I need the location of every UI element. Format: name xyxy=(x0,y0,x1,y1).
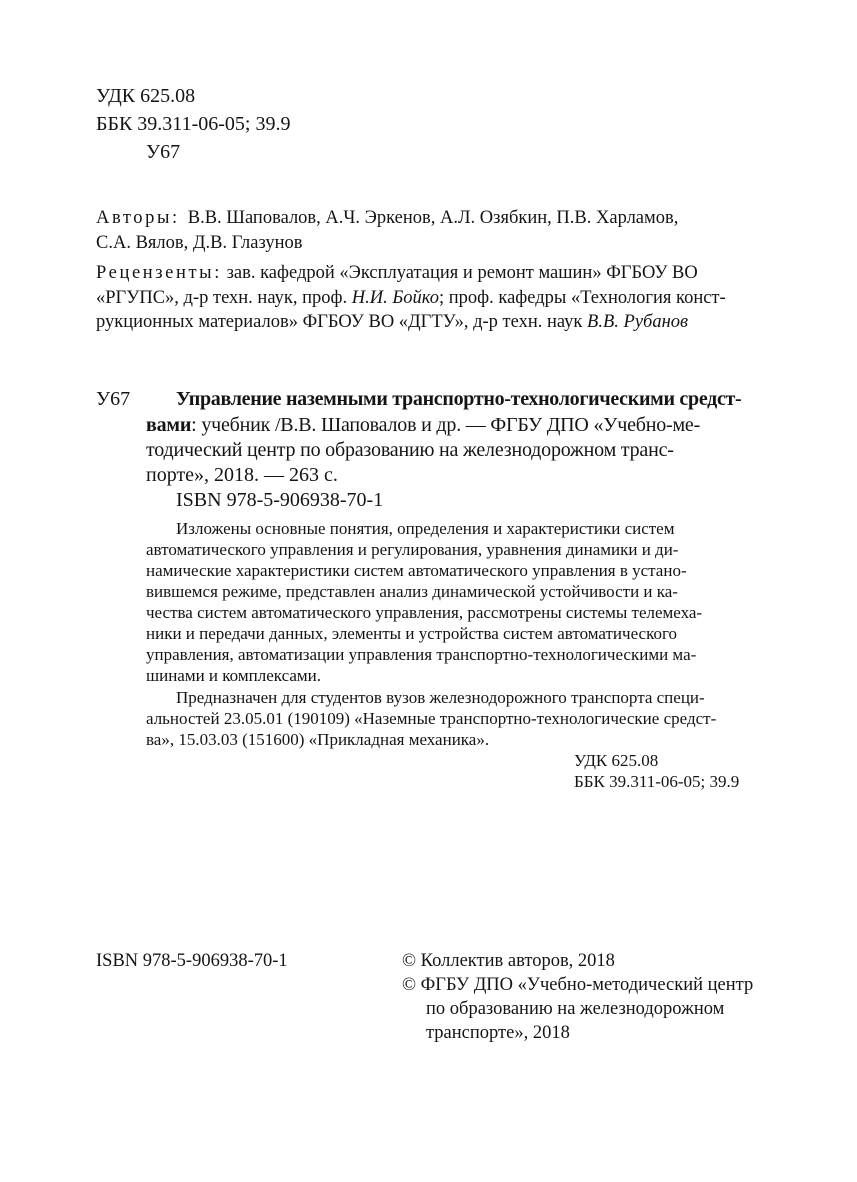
authors-names-1: В.В. Шаповалов, А.Ч. Эркенов, А.Л. Озябкин, П.В. Харламов, xyxy=(187,208,679,228)
reviewer-name-rubanov: В.В. Рубанов xyxy=(587,312,689,332)
audience-line-2: альностей 23.05.01 (190109) «Наземные транспортно-технологические средст- xyxy=(146,709,717,728)
audience-line-1: Предназначен для студентов вузов железнодорожного транспорта специ- xyxy=(176,688,705,707)
footer-isbn: ISBN 978-5-906938-70-1 xyxy=(96,951,288,971)
entry-line-4: порте», 2018. — 263 с. xyxy=(146,464,338,486)
author-code-header: У67 xyxy=(146,141,181,163)
audience-line-3: ва», 15.03.03 (151600) «Прикладная механика». xyxy=(146,730,490,749)
copyright-publisher-line-1: © ФГБУ ДПО «Учебно-методический центр xyxy=(402,975,754,995)
reviewers-label: Рецензенты: xyxy=(96,263,222,283)
bbk-header: ББК 39.311-06-05; 39.9 xyxy=(96,113,291,135)
abstract-line-4: вившемся режиме, представлен анализ динамической устойчивости и ка- xyxy=(146,582,678,601)
reviewers-line-2 xyxy=(96,288,726,309)
reviewers-text-2b: ; проф. кафедры «Технология конст- xyxy=(438,288,726,308)
reviewers-text-2a: «РГУПС», д-р техн. наук, проф. xyxy=(96,288,348,308)
copyright-publisher-line-2: по образованию на железнодорожном xyxy=(426,999,725,1019)
copyright-authors: © Коллектив авторов, 2018 xyxy=(402,951,615,971)
authors-label: Авторы: xyxy=(96,208,180,228)
reviewers-line-3 xyxy=(96,312,688,333)
abstract-bbk: ББК 39.311-06-05; 39.9 xyxy=(574,772,740,791)
abstract-line-7: управления, автоматизации управления транспортно-технологическими ма- xyxy=(146,645,697,664)
reviewers-line-1 xyxy=(96,263,770,284)
reviewer-name-boyko: Н.И. Бойко xyxy=(351,288,439,308)
abstract-line-2: автоматического управления и регулирования, уравнения динамики и ди- xyxy=(146,540,679,559)
entry-isbn: ISBN 978-5-906938-70-1 xyxy=(176,489,384,511)
abstract-line-8: шинами и комплексами. xyxy=(146,666,321,685)
abstract-line-3: намические характеристики систем автоматического управления в устано- xyxy=(146,561,687,580)
udk-header: УДК 625.08 xyxy=(96,85,196,107)
authors-line-2: С.А. Вялов, Д.В. Глазунов xyxy=(96,233,303,253)
entry-line-2 xyxy=(146,414,700,437)
reviewers-text-3a: рукционных материалов» ФГБОУ ВО «ДГТУ», д-р техн. наук xyxy=(96,312,583,332)
entry-publication-info: : учебник /В.В. Шаповалов и др. — ФГБУ ДПО «Учебно-ме- xyxy=(191,414,701,436)
reviewers-text-1: зав. кафедрой «Эксплуатация и ремонт машин» ФГБОУ ВО xyxy=(226,263,698,283)
entry-line-3: тодический центр по образованию на железнодорожном транс- xyxy=(146,439,674,461)
abstract-udk: УДК 625.08 xyxy=(574,751,659,770)
entry-code: У67 xyxy=(96,388,131,410)
authors-line-1 xyxy=(96,208,770,229)
abstract-line-6: ники и передачи данных, элементы и устройства систем автоматического xyxy=(146,624,678,643)
abstract-line-1: Изложены основные понятия, определения и характеристики систем xyxy=(176,519,675,538)
abstract-line-5: чества систем автоматического управления, рассмотрены системы телемеха- xyxy=(146,603,703,622)
entry-title-line-1: Управление наземными транспортно-технологическими средст- xyxy=(176,388,742,410)
entry-title-end: вами xyxy=(146,414,192,436)
copyright-publisher-line-3: транспорте», 2018 xyxy=(426,1023,570,1043)
